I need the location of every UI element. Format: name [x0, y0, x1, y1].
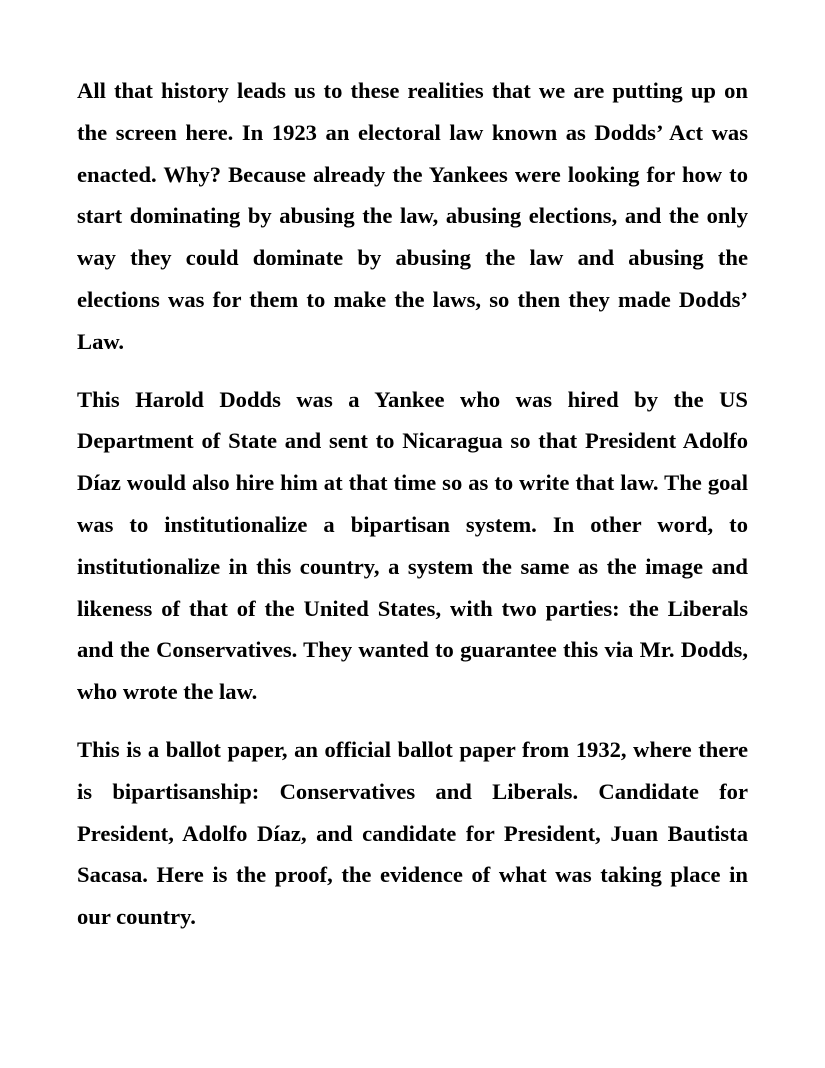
- paragraph-ballot-paper: This is a ballot paper, an official ballot paper from 1932, where there is bipartisanship: Conservatives and Liberals. Candidate for President, Adolfo Díaz, and candidate for President, Juan Bautista Sacasa. Here is the proof, the evidence of what was taking place in our country.: [77, 736, 748, 930]
- document-page: [77, 70, 748, 954]
- paragraph-harold-dodds: This Harold Dodds was a Yankee who was hired by the US Department of State and sent to Nicaragua so that President Adolfo Díaz would also hire him at that time so as to write that law. The goal was to institutionalize a bipartisan system. In other word, to institutionalize in this country, a system the same as the image and likeness of that of the United States, with two parties: the Liberals and the Conservatives. They wanted to guarantee this via Mr. Dodds, who wrote the law.: [77, 386, 748, 705]
- paragraph-dodds-act: All that history leads us to these realities that we are putting up on the screen here. In 1923 an electoral law known as Dodds’ Act was enacted. Why? Because already the Yankees were looking for how to start dominating by abusing the law, abusing elections, and the only way they could dominate by abusing the law and abusing the elections was for them to make the laws, so then they made Dodds’ Law.: [77, 78, 748, 354]
